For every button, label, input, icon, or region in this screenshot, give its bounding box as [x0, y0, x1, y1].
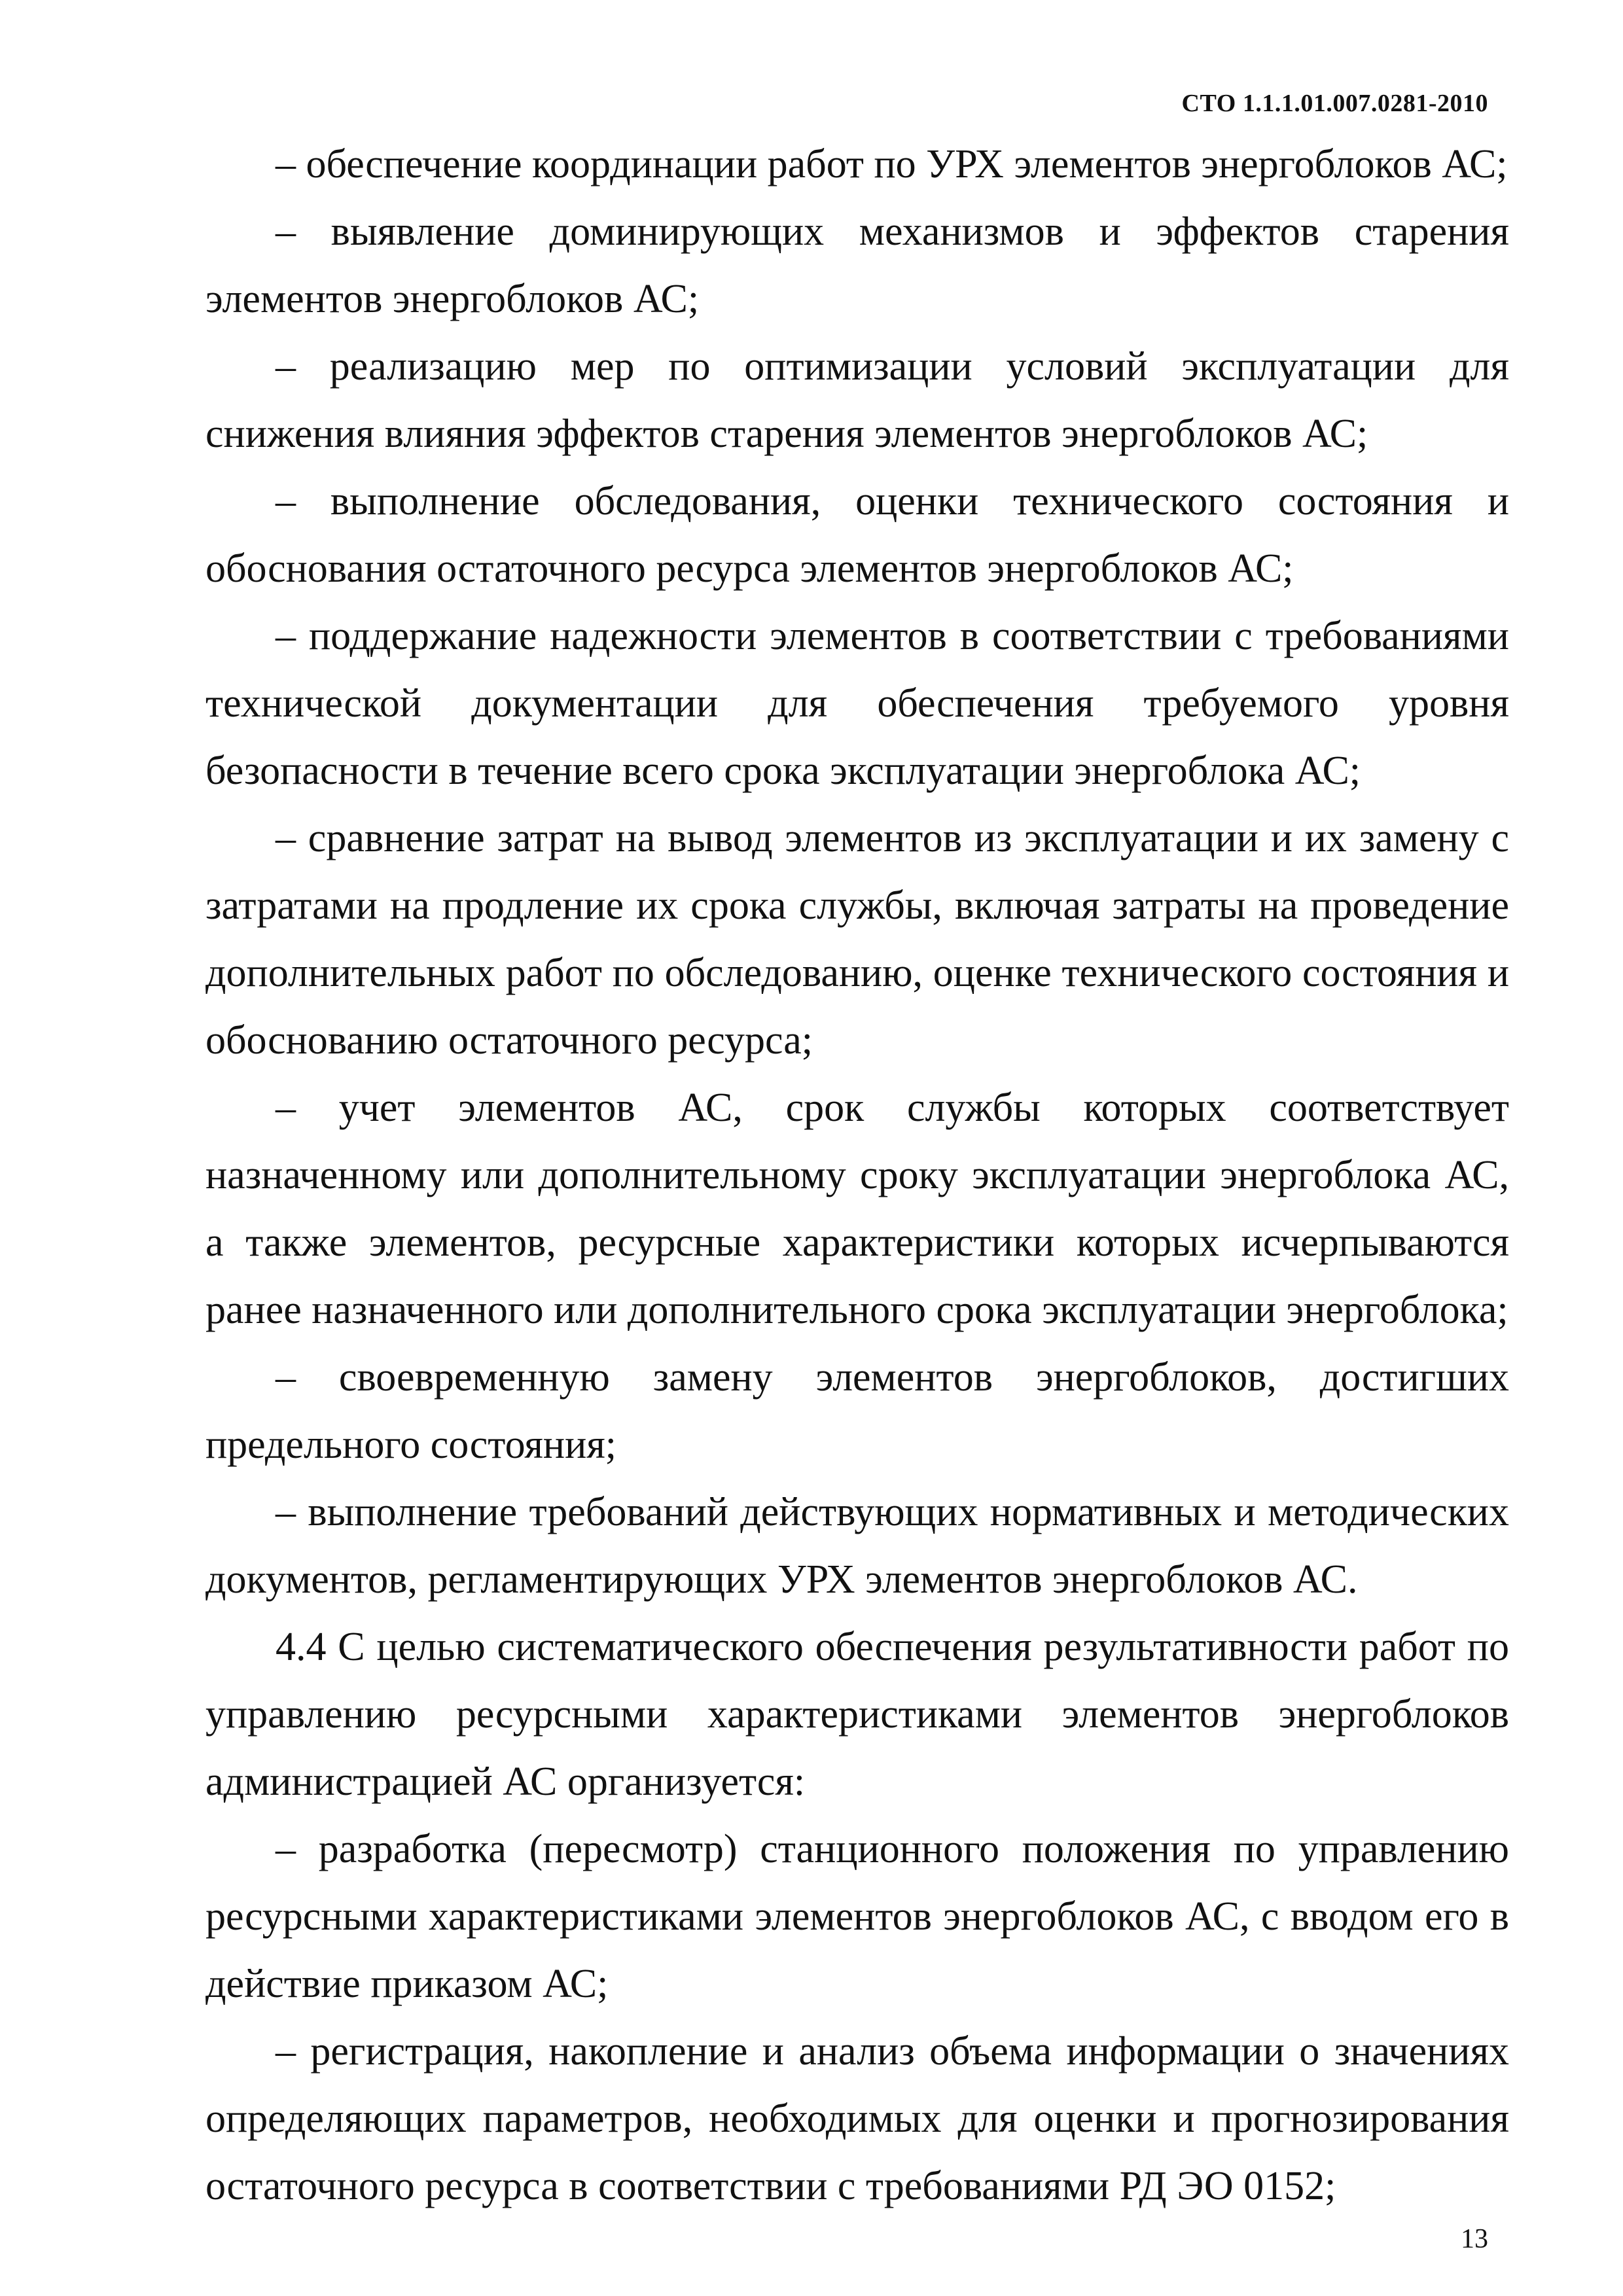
paragraph: – выполнение требований действующих нормативных и методических документов, регламентирующих УРХ элементов энергоблоков АС.	[205, 1490, 1509, 1602]
document-code: СТО 1.1.1.01.007.0281-2010	[1181, 90, 1488, 117]
paragraph: – сравнение затрат на вывод элементов из эксплуатации и их замену с затратами на продление их срока службы, включая затраты на проведение дополнительных работ по обследованию, оценке технического состояния и обоснованию остаточного ресурса;	[205, 816, 1509, 1063]
paragraph: – учет элементов АС, срок службы которых соответствует назначенному или дополнительному сроку эксплуатации энергоблока АС, а также элементов, ресурсные характеристики которых исчерпываются ранее назначенного или дополнительного срока эксплуатации энергоблока;	[205, 1086, 1509, 1332]
paragraph: – своевременную замену элементов энергоблоков, достигших предельного состояния;	[205, 1355, 1509, 1467]
paragraph: – реализацию мер по оптимизации условий эксплуатации для снижения влияния эффектов старения элементов энергоблоков АС;	[205, 344, 1509, 456]
section-paragraph-4-4: 4.4 С целью систематического обеспечения результативности работ по управлению ресурсными характеристиками элементов энергоблоков администрацией АС организуется:	[205, 1625, 1509, 1804]
paragraph: – регистрация, накопление и анализ объема информации о значениях определяющих параметров, необходимых для оценки и прогнозирования остаточного ресурса в соответствии с требованиями РД ЭО 0152;	[205, 2029, 1509, 2208]
paragraph: – разработка (пересмотр) станционного положения по управлению ресурсными характеристиками элементов энергоблоков АС, с вводом его в действие приказом АС;	[205, 1827, 1509, 2006]
paragraph: – поддержание надежности элементов в соответствии с требованиями технической документации для обеспечения требуемого уровня безопасности в течение всего срока эксплуатации энергоблока АС;	[205, 614, 1509, 793]
paragraph: – выявление доминирующих механизмов и эффектов старения элементов энергоблоков АС;	[205, 209, 1509, 321]
page-body	[205, 131, 1509, 2220]
page-number: 13	[1461, 2224, 1488, 2254]
paragraph: – выполнение обследования, оценки технического состояния и обоснования остаточного ресурса элементов энергоблоков АС;	[205, 479, 1509, 591]
paragraph: – обеспечение координации работ по УРХ элементов энергоблоков АС;	[276, 142, 1508, 186]
